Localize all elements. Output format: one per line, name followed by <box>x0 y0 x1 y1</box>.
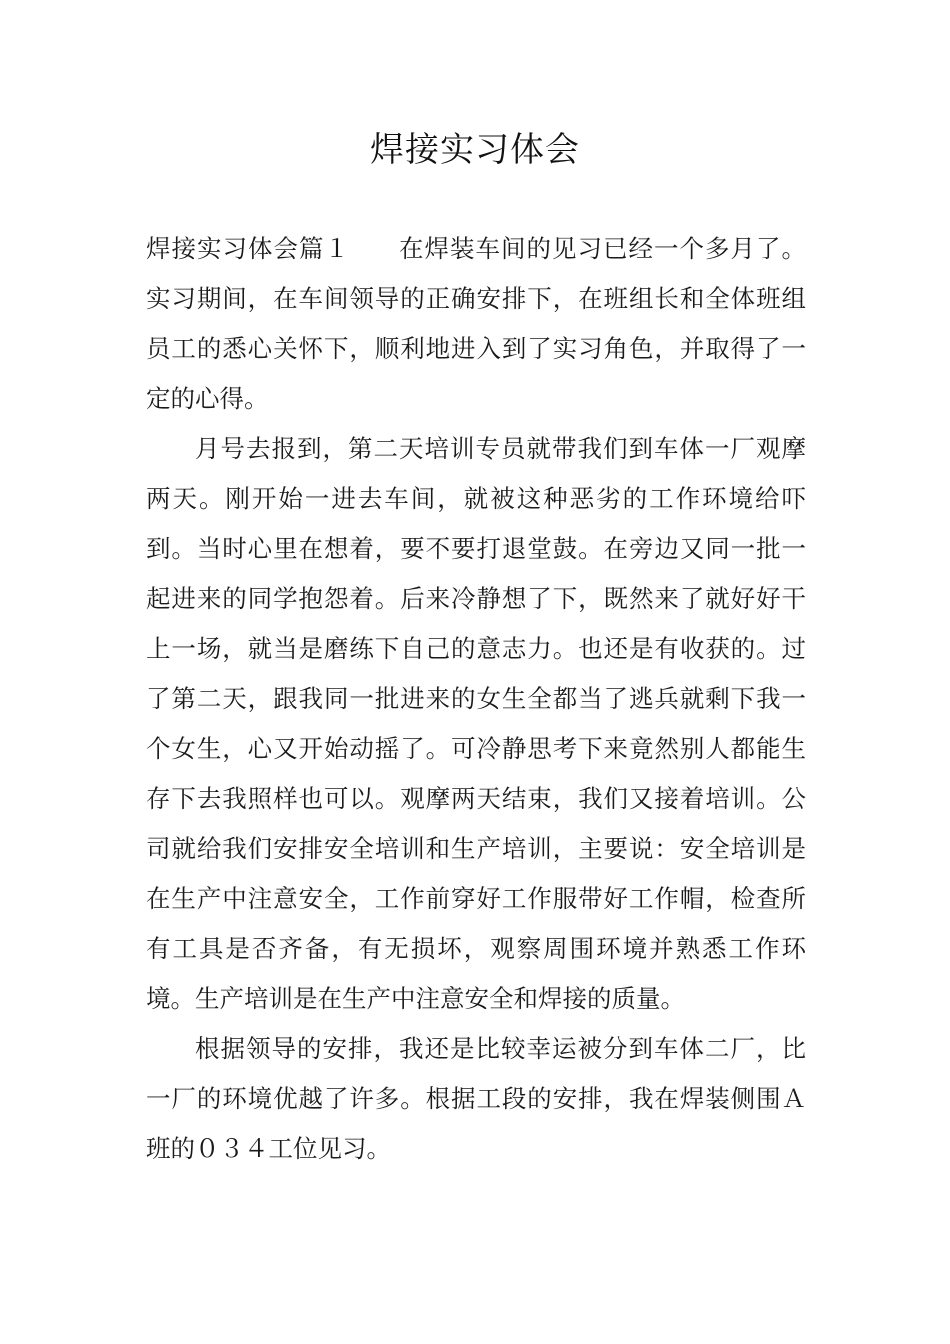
section-heading: 焊接实习体会篇１ <box>146 234 350 263</box>
paragraph-2: 月号去报到，第二天培训专员就带我们到车体一厂观摩两天。刚开始一进去车间，就被这种恶劣的工作环境给吓到。当时心里在想着，要不要打退堂鼓。在旁边又同一批一起进来的同学抱怨着。后来冷静想了下，既然来了就好好干上一场，就当是磨练下自己的意志力。也还是有收获的。过了第二天，跟我同一批进来的女生全都当了逃兵就剩下我一个女生，心又开始动摇了。可冷静思考下来竟然别人都能生存下去我照样也可以。观摩两天结束，我们又接着培训。公司就给我们安排安全培训和生产培训，主要说：安全培训是在生产中注意安全，工作前穿好工作服带好工作帽，检查所有工具是否齐备，有无损坏，观察周围环境并熟悉工作环境。生产培训是在生产中注意安全和焊接的质量。 <box>146 434 806 1013</box>
document-body <box>146 224 806 1174</box>
paragraph-3: 根据领导的安排，我还是比较幸运被分到车体二厂，比一厂的环境优越了许多。根据工段的安排，我在焊装侧围Ａ班的０３４工位见习。 <box>146 1034 806 1163</box>
paragraph-1-text: 在焊装车间的见习已经一个多月了。实习期间，在车间领导的正确安排下，在班组长和全体班组员工的悉心关怀下，顺利地进入到了实习角色，并取得了一定的心得。 <box>146 234 806 413</box>
paragraph-1 <box>146 224 806 424</box>
page-title: 焊接实习体会 <box>370 130 580 170</box>
